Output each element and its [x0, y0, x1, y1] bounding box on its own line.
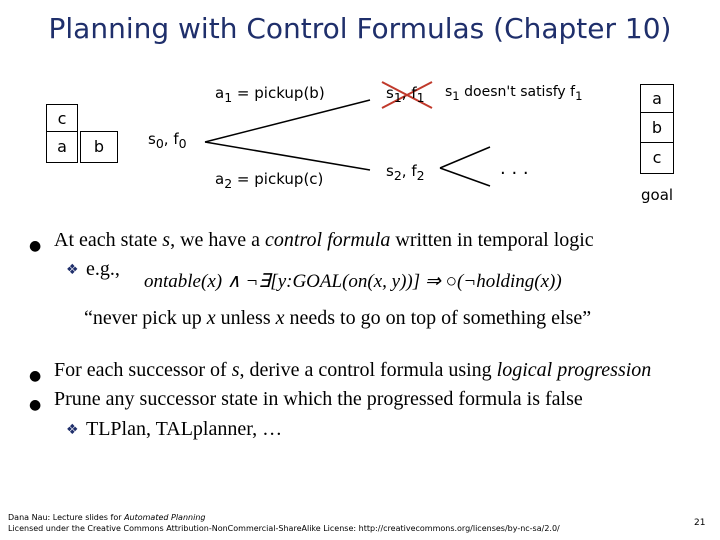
edge-s0-s2	[205, 142, 370, 170]
goal-block-a: a	[640, 84, 674, 114]
bullet-2-text: For each successor of s, derive a control formula using logical progression	[54, 359, 652, 381]
wedge-bottom	[440, 168, 490, 186]
bullet-dot-3: ●	[29, 397, 42, 413]
note-s1-unsatisfied: $s_1$ doesn't satisfy $f_1$	[445, 84, 583, 103]
bullet-3-text: Prune any successor state in which the progressed formula is false	[54, 388, 583, 410]
block-c: c	[46, 104, 78, 133]
wedge-top	[440, 147, 490, 168]
slide-title: Planning with Control Formulas (Chapter 10)	[48, 12, 672, 45]
bullet-1-text: At each state s, we have a control formula written in temporal logic	[54, 229, 594, 251]
formula: ontable(x) ∧ ¬∃[y:GOAL(on(x, y))] ⇒ ○(¬holding(x))	[144, 271, 562, 292]
footer-credit: Dana Nau: Lecture slides for Automated Planning Licensed under the Creative Commons Attribution-NonCommercial-ShareAlike License: http://creativecommons.org/licenses/by-nc-sa/2.0/	[8, 513, 560, 533]
label-s0-f0: $s_0$, $f_0$	[148, 130, 187, 151]
sub-bullet-diamond-1: ❖	[66, 262, 79, 278]
edge-s0-s1	[205, 100, 370, 142]
quote-line: “never pick up x unless x needs to go on top of something else”	[84, 307, 592, 329]
eg-label: e.g.,	[86, 258, 120, 280]
label-s2-f2: $s_2$, $f_2$	[386, 162, 425, 183]
bullet-dot-2: ●	[29, 368, 42, 384]
bullet-dot-1: ●	[29, 238, 42, 254]
label-a1: $a_1$ = pickup(b)	[215, 84, 325, 105]
block-a: a	[46, 131, 78, 163]
goal-label: goal	[641, 186, 674, 204]
page-number: 21	[694, 518, 706, 528]
block-b: b	[80, 131, 118, 163]
label-a2: $a_2$ = pickup(c)	[215, 170, 324, 191]
goal-block-c: c	[640, 142, 674, 174]
label-s1-f1: $s_1$, $f_1$	[386, 84, 425, 105]
ellipsis: . . .	[500, 158, 529, 179]
tlplan-line: TLPlan, TALplanner, …	[86, 418, 283, 440]
goal-block-b: b	[640, 112, 674, 144]
sub-bullet-diamond-2: ❖	[66, 422, 79, 438]
